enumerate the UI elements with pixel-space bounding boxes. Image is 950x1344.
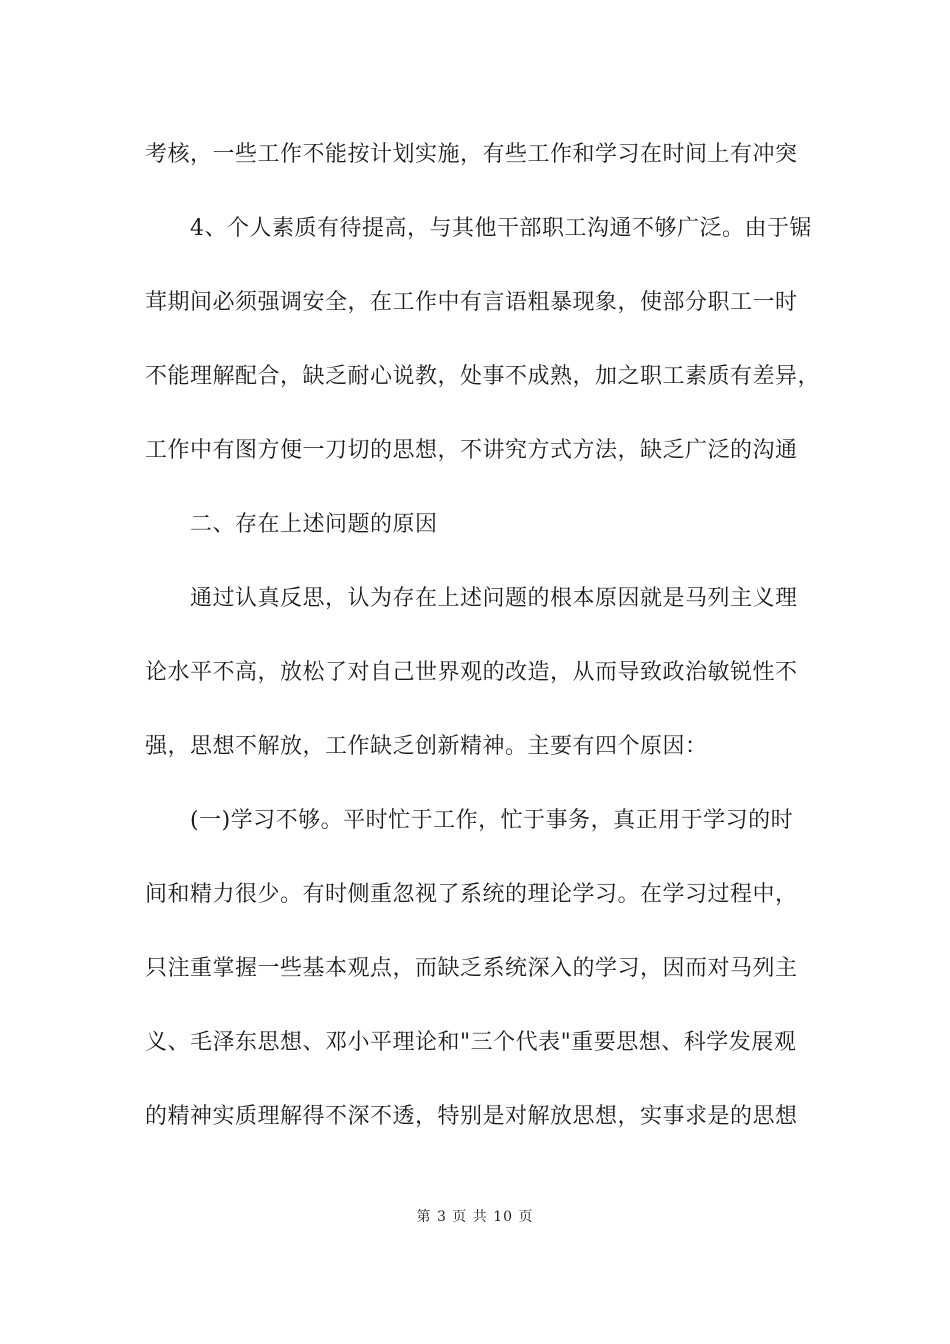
body-line: 4、个人素质有待提高，与其他干部职工沟通不够广泛。由于锯	[190, 216, 812, 241]
body-line: 通过认真反思，认为存在上述问题的根本原因就是马列主义理	[190, 586, 798, 611]
body-line: 的精神实质理解得不深不透，特别是对解放思想，实事求是的思想	[145, 1104, 798, 1129]
body-line: 间和精力很少。有时侧重忽视了系统的理论学习。在学习过程中，	[145, 882, 798, 907]
body-line: (一)学习不够。平时忙于工作，忙于事务，真正用于学习的时	[190, 808, 794, 833]
body-line: 只注重掌握一些基本观点，而缺乏系统深入的学习，因而对马列主	[145, 956, 798, 981]
body-line: 义、毛泽东思想、邓小平理论和"三个代表"重要思想、科学发展观	[145, 1030, 797, 1055]
body-line: 强，思想不解放，工作缺乏创新精神。主要有四个原因：	[145, 734, 708, 759]
body-line: 工作中有图方便一刀切的思想，不讲究方式方法，缺乏广泛的沟通	[145, 438, 798, 463]
body-line: 论水平不高，放松了对自己世界观的改造，从而导致政治敏锐性不	[145, 660, 798, 685]
body-line: 考核，一些工作不能按计划实施，有些工作和学习在时间上有冲突	[145, 142, 798, 167]
body-line: 不能理解配合，缺乏耐心说教，处事不成熟，加之职工素质有差异，	[145, 364, 821, 389]
page-number-footer: 第 3 页 共 10 页	[416, 1209, 534, 1225]
body-line: 茸期间必须强调安全，在工作中有言语粗暴现象，使部分职工一时	[145, 290, 798, 315]
section-heading: 二、存在上述问题的原因	[190, 512, 438, 537]
